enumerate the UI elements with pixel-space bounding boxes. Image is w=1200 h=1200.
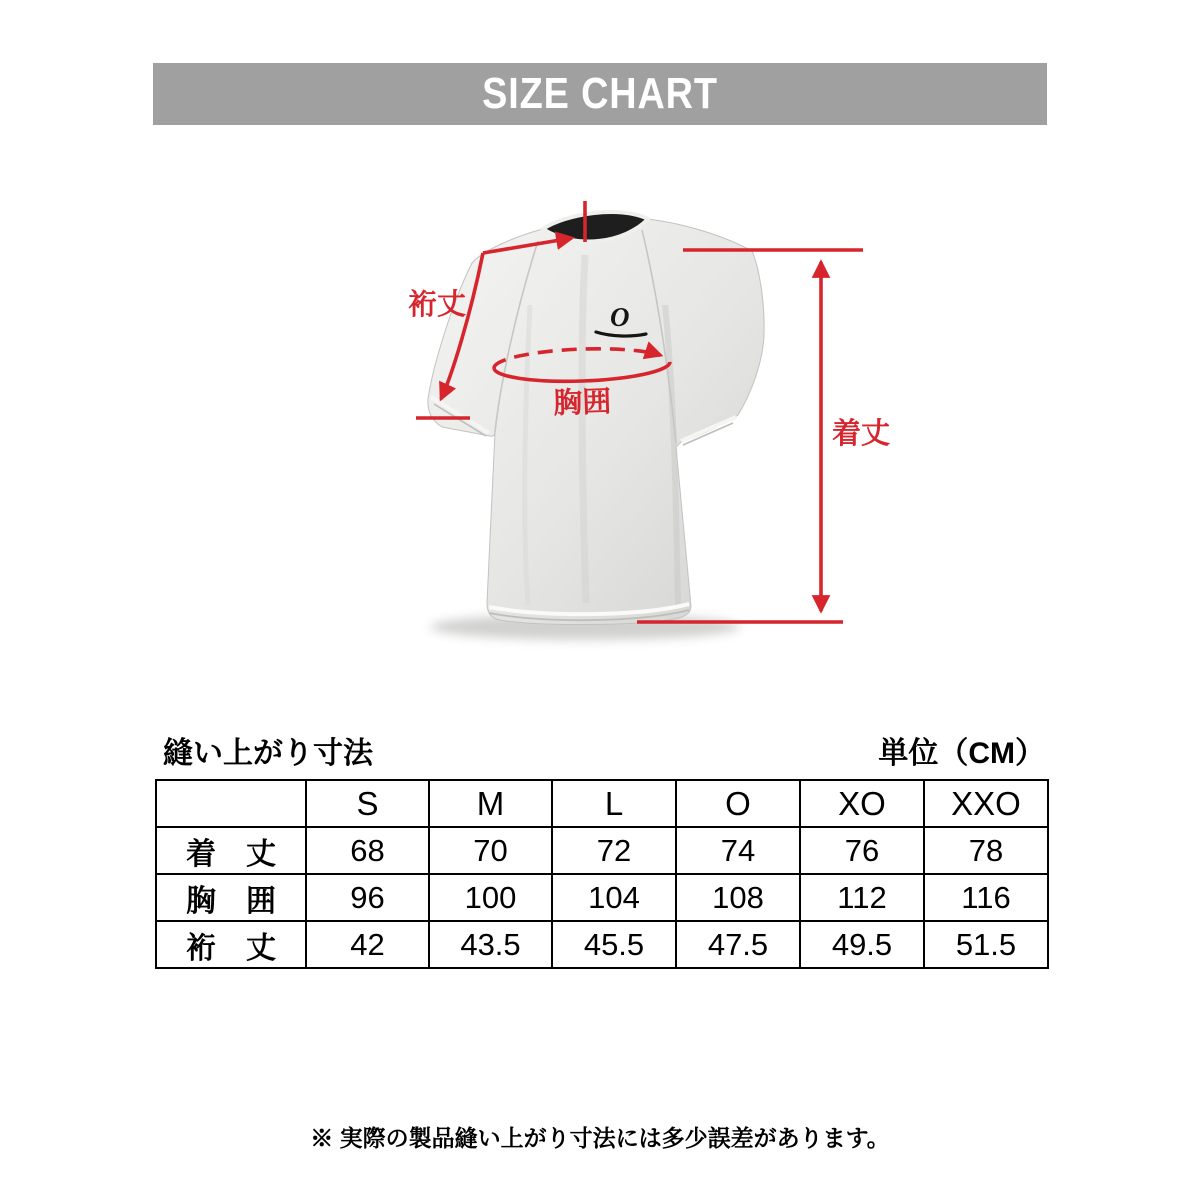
table-cell: 78 <box>924 827 1048 874</box>
table-cell: 42 <box>306 921 429 968</box>
table-caption-row <box>153 737 1047 770</box>
table-cell: 49.5 <box>800 921 924 968</box>
row-label-sleeve: 裄 丈 <box>156 921 306 968</box>
col-header-xo: XO <box>800 780 924 827</box>
table-cell: 47.5 <box>676 921 800 968</box>
corner-cell <box>156 780 306 827</box>
header-bar <box>153 63 1047 125</box>
table-cell: 76 <box>800 827 924 874</box>
table-cell: 112 <box>800 874 924 921</box>
page-title: SIZE CHART <box>482 69 718 118</box>
col-header-l: L <box>552 780 676 827</box>
table-row-sleeve <box>156 921 1048 968</box>
table-cell: 116 <box>924 874 1048 921</box>
size-table <box>155 779 1049 969</box>
chest-girth-label: 胸囲 <box>552 386 612 421</box>
col-header-m: M <box>429 780 552 827</box>
col-header-s: S <box>306 780 429 827</box>
table-row-chest <box>156 874 1048 921</box>
table-cell: 72 <box>552 827 676 874</box>
col-header-xxo: XXO <box>924 780 1048 827</box>
table-cell: 100 <box>429 874 552 921</box>
row-label-body-length: 着 丈 <box>156 827 306 874</box>
table-cell: 45.5 <box>552 921 676 968</box>
unit-label: 単位（CM） <box>878 737 1045 770</box>
col-header-o: O <box>676 780 800 827</box>
row-label-chest: 胸 囲 <box>156 874 306 921</box>
sleeve-length-label: 裄丈 <box>407 289 467 321</box>
table-cell: 104 <box>552 874 676 921</box>
table-header-row <box>156 780 1048 827</box>
body-length-label: 着丈 <box>832 418 891 450</box>
table-cell: 68 <box>306 827 429 874</box>
shirt-measurement-diagram <box>380 185 920 665</box>
table-cell: 51.5 <box>924 921 1048 968</box>
table-caption: 縫い上がり寸法 <box>163 737 373 770</box>
table-cell: 43.5 <box>429 921 552 968</box>
footnote: ※ 実際の製品縫い上がり寸法には多少誤差があります。 <box>310 1125 890 1151</box>
table-cell: 108 <box>676 874 800 921</box>
logo-letter: O <box>610 302 630 332</box>
table-cell: 74 <box>676 827 800 874</box>
table-cell: 70 <box>429 827 552 874</box>
table-row-body-length <box>156 827 1048 874</box>
table-cell: 96 <box>306 874 429 921</box>
